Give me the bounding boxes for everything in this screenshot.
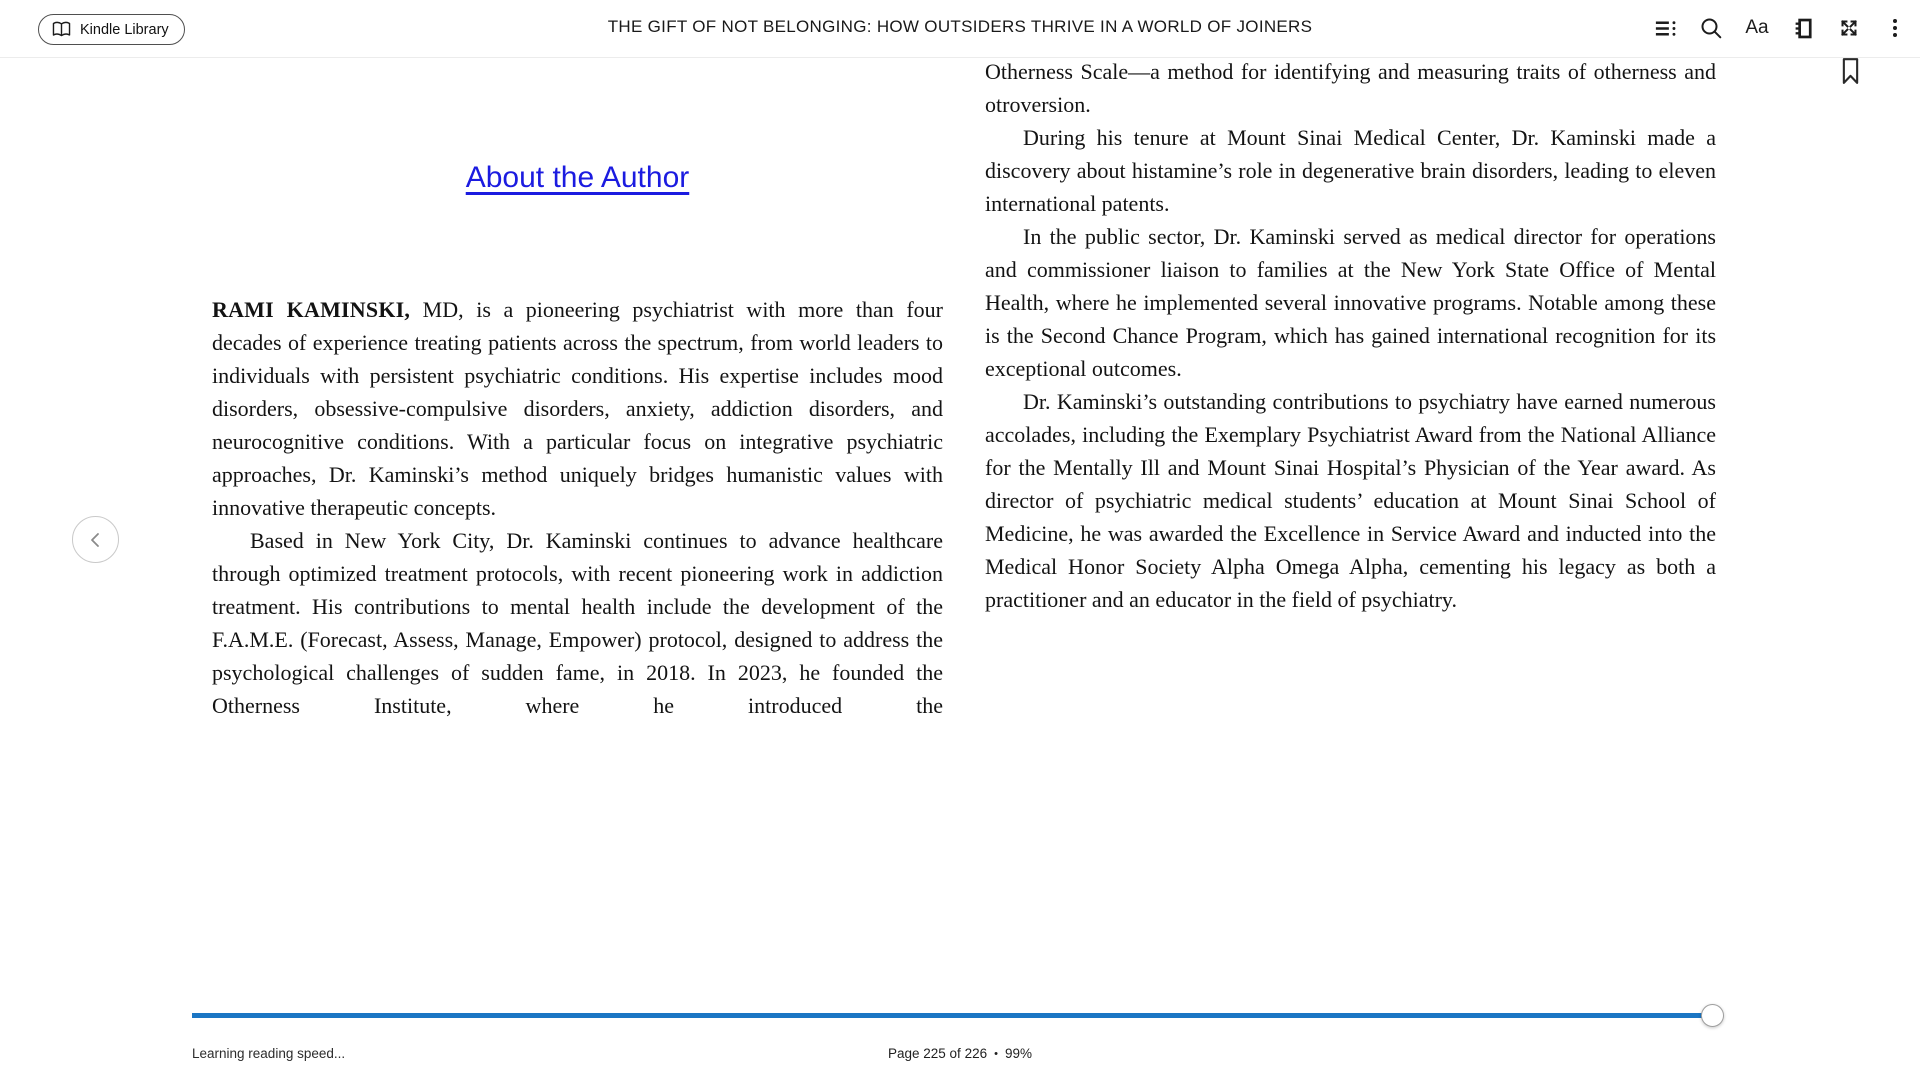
previous-page-button[interactable] <box>72 516 119 563</box>
header-toolbar <box>1651 13 1909 43</box>
book-title: THE GIFT OF NOT BELONGING: HOW OUTSIDERS THRIVE IN A WORLD OF JOINERS <box>607 17 1313 36</box>
separator-dot: • <box>994 1048 998 1060</box>
reader-header <box>0 0 1920 58</box>
more-options-button[interactable] <box>1881 13 1909 43</box>
kindle-library-label: Kindle Library <box>80 21 169 38</box>
paragraph: Dr. Kaminski’s outstanding contributions to psychiatry have earned numerous accolades, including the Exemplary Psychiatrist Award from the National Alliance for the Mentally Ill and Mount Sinai Hospital’s Physician of the Year award. As director of psychiatric medical students’ education at Mount Sinai School of Medicine, he was awarded the Excellence in Service Award and inducted into the Medical Honor Society Alpha Omega Alpha, cementing his legacy as both a practitioner and an educator in the field of psychiatry. <box>985 389 1716 612</box>
search-icon <box>1699 16 1723 40</box>
notebook-toc-button[interactable] <box>1651 13 1679 43</box>
search-button[interactable] <box>1697 13 1725 43</box>
font-settings-icon: Aa <box>1745 17 1769 38</box>
chevron-left-icon <box>84 528 108 552</box>
paragraph: During his tenure at Mount Sinai Medical Center, Dr. Kaminski made a discovery about histamine’s role in degenerative brain disorders, leading to eleven international patents. <box>985 125 1716 216</box>
paragraph: Based in New York City, Dr. Kaminski continues to advance healthcare through optimized treatment protocols, with recent pioneering work in addiction treatment. His contributions to mental health include the development of the F.A.M.E. (Forecast, Assess, Manage, Empower) protocol, designed to address the psychological challenges of sudden fame, in 2018. In 2023, he founded the Otherness Institute, where he introduced the <box>212 528 943 718</box>
page-layout-button[interactable] <box>1789 13 1817 43</box>
reading-progress-slider[interactable] <box>192 1013 1728 1018</box>
bookmark-button[interactable] <box>1841 57 1860 86</box>
font-settings-button[interactable] <box>1743 13 1771 43</box>
percent-read-label: 99% <box>1004 1046 1032 1061</box>
progress-fill <box>192 1013 1713 1018</box>
paragraph-text: MD, is a pioneering psychiatrist with more than four decades of experience treating patients across the spectrum, from world leaders to individuals with persistent psychiatric conditions. His expertise includes mood disorders, obsessive-compulsive disorders, anxiety, addiction disorders, and neurocognitive conditions. With a particular focus on integrative psychiatric approaches, Dr. Kaminski’s method uniquely bridges humanistic values with innovative therapeutic concepts. <box>212 297 943 520</box>
chapter-heading-link[interactable]: About the Author <box>465 161 690 194</box>
progress-handle[interactable] <box>1701 1004 1724 1027</box>
paragraph <box>212 293 943 524</box>
reading-speed-status: Learning reading speed... <box>192 1046 346 1061</box>
author-name-lead: RAMI KAMINSKI, <box>212 297 411 322</box>
paragraph: In the public sector, Dr. Kaminski served as medical director for operations and commissioner liaison to families at the New York State Office of Mental Health, where he implemented several innovative programs. Notable among these is the Second Chance Program, which has gained international recognition for its exceptional outcomes. <box>985 224 1716 381</box>
notebook-icon <box>1653 16 1678 41</box>
book-page-left-column <box>212 158 943 722</box>
page-layout-icon <box>1791 16 1816 41</box>
bookmark-icon <box>1841 57 1860 86</box>
fullscreen-button[interactable] <box>1835 13 1863 43</box>
page-position-status <box>0 1046 1920 1061</box>
more-options-icon <box>1883 16 1907 40</box>
paragraph: Otherness Scale—a method for identifying and measuring traits of otherness and otroversion. <box>985 59 1716 117</box>
book-page-right-column <box>985 55 1716 616</box>
fullscreen-icon <box>1837 16 1861 40</box>
page-number-label: Page 225 of 226 <box>888 1046 988 1061</box>
